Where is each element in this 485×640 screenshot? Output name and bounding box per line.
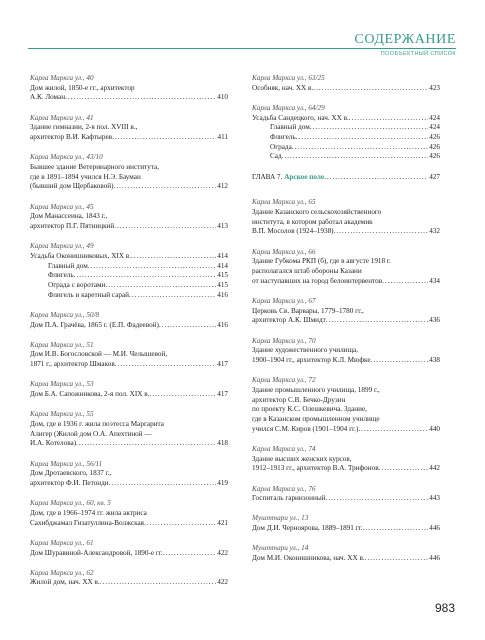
toc-entry[interactable]	[30, 539, 228, 558]
entry-text: Особняк, нач. XX в.	[252, 83, 314, 92]
toc-subitem	[252, 123, 440, 133]
entry-text: Дом, где в 1936 г. жила поэтесса Маргарита	[30, 419, 164, 428]
toc-left-column	[30, 74, 228, 599]
entry-text: Флигель	[48, 271, 74, 280]
entry-text: Церковь Св. Варвары, 1779–1780 гг.,	[252, 306, 364, 315]
toc-subitem	[30, 262, 228, 272]
entry-text: Жилой дом, нач. XX в.	[30, 578, 100, 587]
entry-text: института, в котором работал академик	[252, 217, 373, 226]
dot-leader	[100, 578, 217, 588]
entry-address: Карла Маркса ул., 40	[30, 74, 94, 82]
entry-text: Ограда с воротами	[48, 280, 106, 289]
dot-leader	[282, 152, 429, 162]
page-ref: 417	[217, 360, 228, 369]
entry-text: Дом М.И. Оконишникова, нач. XX в.	[252, 554, 365, 563]
toc-entry[interactable]	[252, 104, 440, 162]
toc-entry[interactable]	[252, 485, 440, 504]
entry-text: от наступавших на город белоинтервентов	[252, 276, 383, 285]
toc-entry[interactable]	[30, 460, 228, 489]
toc-entry[interactable]	[30, 153, 228, 192]
toc-line	[30, 519, 228, 529]
dot-leader	[379, 464, 429, 474]
dot-leader	[371, 356, 429, 366]
entry-address: Карла Маркса ул., 41	[30, 113, 94, 122]
entry-text: 1900–1904 гг., архитектор К.Л. Мюфке	[252, 355, 371, 364]
toc-subitem	[30, 291, 228, 301]
page-ref: 411	[217, 133, 228, 142]
dot-leader	[163, 549, 217, 559]
entry-address: Карла Маркса ул., 55	[30, 410, 94, 419]
entry-text: Флигель	[270, 133, 296, 142]
toc-line	[30, 182, 228, 192]
toc-line	[30, 93, 228, 103]
entry-text: Усадьба Сандецкого, нач. XX в.	[252, 113, 349, 122]
page-ref: 440	[429, 424, 440, 433]
entry-address: Карла Маркса ул., 53	[30, 380, 94, 389]
chapter-name: Арское поле	[284, 172, 325, 181]
toc-line	[252, 227, 440, 237]
page-ref: 414	[217, 261, 228, 270]
entry-text: Дом Дротаевского, 1837 г.,	[30, 469, 112, 478]
toc-line	[252, 114, 440, 124]
toc-entry[interactable]	[252, 544, 440, 563]
page-ref: 417	[217, 390, 228, 399]
dot-leader	[105, 281, 216, 291]
toc-line	[252, 464, 440, 474]
page-ref: 416	[217, 320, 228, 329]
toc-line	[30, 321, 228, 331]
dot-leader	[310, 123, 428, 133]
toc-entry[interactable]	[252, 376, 440, 434]
entry-address: Мушттари ул., 13	[252, 514, 309, 523]
toc-right-column	[252, 74, 440, 574]
entry-address: Карла Маркса ул., 60, кв. 5	[30, 499, 111, 508]
dot-leader	[144, 519, 216, 529]
toc-entry[interactable]	[30, 203, 228, 232]
entry-text: Усадьба Оконишниковых, XIX в.	[30, 251, 131, 260]
dot-leader	[363, 524, 429, 534]
entry-text: архитектор С.В. Бечко-Друзин	[252, 395, 346, 404]
page-ref: 414	[217, 251, 228, 260]
entry-text: Дом П.А. Грачёва, 1865 г. (Е.П. Фадеевой)	[30, 320, 159, 329]
entry-text: Главный дом	[270, 123, 310, 132]
entry-address: Карла Маркса ул., 67	[252, 296, 316, 305]
dot-leader	[296, 133, 429, 143]
entry-address: Карла Маркса ул., 64/29	[252, 103, 325, 112]
page-ref: 423	[429, 83, 440, 92]
entry-text: где в Казанском промышленном училище	[252, 414, 380, 423]
entry-address: Карла Маркса ул., 76	[252, 484, 316, 493]
entry-address: Карла Маркса ул., 66	[252, 247, 316, 256]
dot-leader	[115, 360, 216, 370]
toc-entry[interactable]	[30, 569, 228, 588]
entry-address: Карла Маркса ул., 62	[30, 568, 94, 577]
entry-text: Здание промышленного училища, 1899 г.,	[252, 385, 380, 394]
dot-leader	[149, 390, 216, 400]
entry-text: Ограда	[270, 142, 292, 151]
entry-text: 1871 г., архитектор Шмаков	[30, 360, 115, 369]
entry-address: Карла Маркса ул., 56/11	[30, 459, 103, 468]
entry-text: Сахибджамал Гизатуллина-Волжская	[30, 518, 144, 527]
dot-leader	[313, 84, 428, 94]
toc-entry[interactable]	[252, 337, 440, 366]
toc-entry[interactable]	[30, 341, 228, 370]
dot-leader	[76, 439, 216, 449]
page-number: 983	[434, 601, 455, 615]
entry-text: Дом И.В. Богословской — М.И. Челышевой,	[30, 350, 168, 359]
entry-text: где в 1891–1894 учился Н.Э. Бауман	[30, 172, 141, 181]
entry-text: Бывшее здание Ветеринарного института,	[30, 162, 160, 171]
toc-subitem	[30, 271, 228, 281]
chapter-label: ГЛАВА 7.	[252, 172, 283, 181]
entry-text: Дом Д.И. Черноярова, 1889–1891 гг.	[252, 524, 363, 533]
chapter-heading	[252, 173, 324, 183]
entry-address: Карла Маркса ул., 45	[30, 202, 94, 211]
entry-address: Карла Маркса ул., 72	[252, 376, 316, 385]
page-subtitle: ПООБЪЕКТНЫЙ СПИСОК	[380, 51, 456, 57]
dot-leader	[292, 143, 428, 153]
page-ref: 412	[217, 182, 228, 191]
entry-text: 1912–1913 гг., архитектор В.А. Трифонов	[252, 464, 379, 473]
entry-address: Карла Маркса ул., 49	[30, 242, 94, 251]
toc-entry[interactable]	[252, 248, 440, 287]
page-ref: 446	[429, 524, 440, 533]
entry-text: архитектор В.И. Кафтырев	[30, 133, 113, 142]
entry-address: Карла Маркса ул., 43/10	[30, 153, 103, 162]
entry-text: Дом Манассеина, 1843 г.,	[30, 212, 108, 221]
entry-text: архитектор Ф.И. Петонди	[30, 479, 109, 487]
toc-line	[30, 549, 228, 559]
page-ref: 422	[217, 548, 228, 557]
toc-line	[30, 360, 228, 370]
entry-text: Флигель и каретный сарай	[48, 290, 130, 299]
page-title: СОДЕРЖАНИЕ	[354, 32, 456, 47]
entry-text: Главный дом	[48, 261, 88, 270]
toc-line	[252, 316, 440, 326]
entry-text: Дом жилой, 1850-е гг., архитектор	[30, 83, 135, 92]
entry-text: архитектор А.К. Шмидт	[252, 316, 326, 325]
dot-leader	[349, 114, 428, 124]
toc-subitem	[252, 152, 440, 162]
toc-entry[interactable]	[30, 242, 228, 300]
toc-line	[252, 277, 440, 287]
entry-text: Дом Шуравиной-Александровой, 1890-е гг.	[30, 548, 163, 557]
dot-leader	[65, 93, 216, 103]
toc-line	[252, 425, 440, 435]
page-ref: 415	[217, 271, 228, 280]
entry-text: Госпиталь гарнизонный	[252, 494, 326, 503]
entry-address: Карла Маркса ул., 74	[252, 444, 316, 453]
dot-leader	[326, 316, 428, 326]
page-ref: 418	[217, 439, 228, 448]
dot-leader	[358, 425, 428, 435]
dot-leader	[365, 554, 429, 564]
toc-line	[30, 578, 228, 588]
entry-text: располагался штаб обороны Казани	[252, 267, 362, 276]
toc-entry[interactable]	[252, 74, 440, 93]
entry-text: Здание гимназии, 2-я пол. XVIII в.,	[30, 123, 138, 132]
entry-address: Карла Маркса ул., 61	[30, 538, 94, 547]
toc-entry[interactable]	[30, 74, 228, 103]
dot-leader	[74, 271, 217, 281]
toc-line	[252, 494, 440, 504]
dot-leader	[129, 291, 216, 301]
toc-entry[interactable]	[30, 311, 228, 330]
entry-text: (бывший дом Щербаковой)	[30, 182, 114, 191]
toc-entry[interactable]	[30, 380, 228, 399]
dot-leader	[324, 173, 428, 183]
entry-text: Сад	[270, 152, 282, 161]
dot-leader	[114, 222, 216, 232]
entry-text: Дом, где в 1966–1974 гг. жила актриса	[30, 508, 147, 517]
toc-entry[interactable]	[30, 410, 228, 449]
toc-line	[30, 390, 228, 400]
page-ref: 426	[429, 142, 440, 151]
toc-subitem	[252, 143, 440, 153]
page-ref: 438	[429, 355, 440, 364]
toc-entry[interactable]	[30, 499, 228, 528]
dot-leader	[159, 321, 216, 331]
page-ref: 410	[217, 93, 228, 102]
page-ref: 434	[429, 276, 440, 285]
toc-line	[252, 524, 440, 534]
entry-address: Карла Маркса ул., 50/8	[30, 310, 100, 319]
toc-subitem	[30, 281, 228, 291]
dot-leader	[109, 479, 217, 489]
page-ref: 419	[217, 479, 228, 487]
toc-entry[interactable]	[252, 297, 440, 326]
entry-text: В.П. Мосолов (1924–1938)	[252, 227, 334, 236]
entry-text: А.К. Ломан	[30, 93, 66, 102]
page-ref: 446	[429, 554, 440, 563]
entry-text: учился С.М. Киров (1901–1904 гг.)	[252, 424, 359, 433]
entry-address: Карла Маркса ул., 63/25	[252, 74, 325, 82]
header-rule	[28, 48, 456, 49]
dot-leader	[334, 227, 429, 237]
entry-text: Алигер (Жилой дом О.А. Апехтиной —	[30, 429, 152, 438]
page-ref: 424	[429, 113, 440, 122]
toc-line	[30, 133, 228, 143]
dot-leader	[88, 262, 216, 272]
entry-text: И.А. Котелова)	[30, 439, 77, 448]
toc-entry[interactable]	[30, 114, 228, 143]
page-ref: 442	[429, 464, 440, 473]
dot-leader	[131, 252, 216, 262]
toc-line	[252, 554, 440, 564]
toc-line	[30, 252, 228, 262]
page-ref: 422	[217, 578, 228, 587]
toc-entry[interactable]	[252, 445, 440, 474]
dot-leader	[382, 277, 428, 287]
entry-text: архитектор П.Г. Пятницкий	[30, 221, 115, 230]
entry-text: по проекту К.С. Олешкевича. Здание,	[252, 405, 367, 414]
entry-text: Здание Губкома РКП (б), где в августе 1918 г.	[252, 257, 391, 266]
toc-line	[252, 356, 440, 366]
entry-text: Дом Б.А. Сапожникова, 2-я пол. XIX в.	[30, 390, 150, 399]
page-ref: 432	[429, 227, 440, 236]
page-ref: 427	[429, 172, 440, 181]
toc-subitem	[252, 133, 440, 143]
page-ref: 416	[217, 290, 228, 299]
page-ref: 443	[429, 494, 440, 503]
toc-line	[30, 479, 228, 489]
entry-address: Карла Маркса ул., 65	[252, 198, 316, 207]
toc-line	[30, 439, 228, 449]
entry-text: Здание художественного училища,	[252, 346, 359, 355]
entry-address: Мушттари ул., 14	[252, 544, 309, 553]
entry-text: Здание высших женских курсов,	[252, 454, 352, 463]
page-ref: 426	[429, 152, 440, 161]
page-ref: 426	[429, 133, 440, 142]
dot-leader	[114, 182, 217, 192]
toc-line	[252, 84, 440, 94]
page-ref: 424	[429, 123, 440, 132]
toc-chapter[interactable]	[252, 173, 440, 183]
page-header	[0, 0, 485, 60]
page-ref: 421	[217, 518, 228, 527]
dot-leader	[326, 494, 429, 504]
entry-address: Карла Маркса ул., 51	[30, 340, 94, 349]
toc-entry[interactable]	[252, 514, 440, 533]
page-ref: 436	[429, 316, 440, 325]
toc-line	[30, 222, 228, 232]
dot-leader	[112, 133, 216, 143]
entry-text: Здание Казанского сельскохозяйственного	[252, 208, 382, 217]
entry-address: Карла Маркса ул., 70	[252, 336, 316, 345]
page-ref: 415	[217, 280, 228, 289]
page-ref: 413	[217, 221, 228, 230]
toc-entry[interactable]	[252, 198, 440, 237]
